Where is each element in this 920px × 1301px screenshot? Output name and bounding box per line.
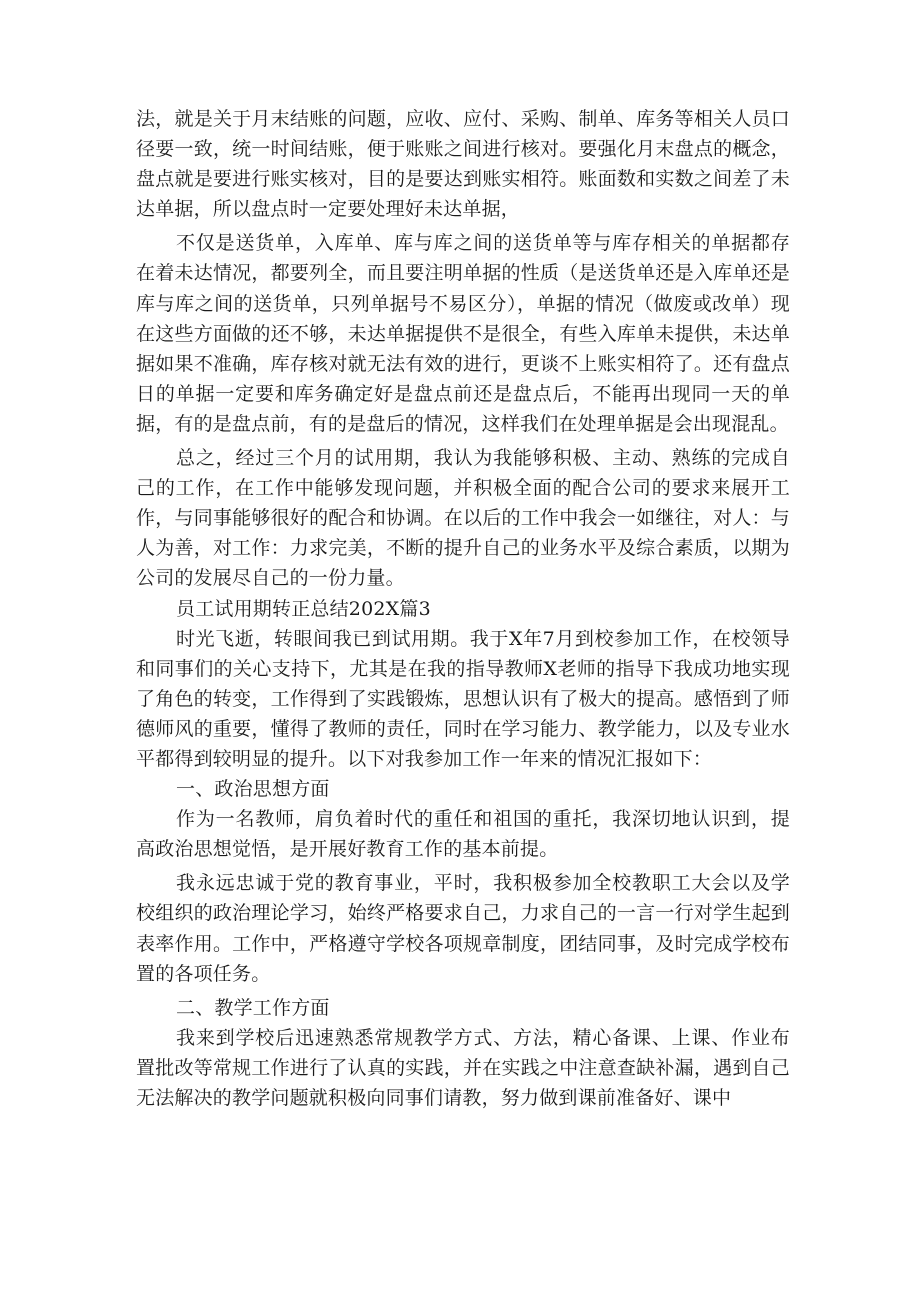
- paragraph-summary-conclusion: 总之，经过三个月的试用期，我认为我能够积极、主动、熟练的完成自己的工作，在工作中能够发现问题，并积极全面的配合公司的要求来展开工作，与同事能够很好的配合和协调。在以后的工作中我会一如继往，对人：与人为善，对工作：力求完美，不断的提升自己的业务水平及综合素质，以期为公司的发展尽自己的一份力量。: [136, 447, 790, 590]
- section-title-part3: 员工试用期转正总结202X篇3: [176, 597, 431, 620]
- paragraph-month-end-closing: 法，就是关于月末结账的问题，应收、应付、采购、制单、库务等相关人员口径要一致，统一时间结账，便于账账之间进行核对。要强化月末盘点的概念，盘点就是要进行账实核对，目的是要达到账实相符。账面数和实数之间差了未达单据，所以盘点时一定要处理好未达单据，: [136, 108, 790, 221]
- heading-political-thought: 一、政治思想方面: [176, 778, 330, 801]
- paragraph-loyalty-education: 我永远忠诚于党的教育事业，平时，我积极参加全校教职工大会以及学校组织的政治理论学习，始终严格要求自己，力求自己的一言一行对学生起到表率作用。工作中，严格遵守学校各项规章制度，团结同事，及时完成学校布置的各项任务。: [136, 872, 790, 985]
- paragraph-pending-documents: 不仅是送货单，入库单、库与库之间的送货单等与库存相关的单据都存在着未达情况，都要列全，而且要注明单据的性质（是送货单还是入库单还是库与库之间的送货单，只列单据号不易区分），单据的情况（做废或改单）现在这些方面做的还不够，未达单据提供不是很全，有些入库单未提供，未达单据如果不准确，库存核对就无法有效的进行，更谈不上账实相符了。还有盘点日的单据一定要和库务确定好是盘点前还是盘点后，不能再出现同一天的单据，有的是盘点前，有的是盘后的情况，这样我们在处理单据是会出现混乱。: [136, 232, 790, 435]
- paragraph-intro-teacher: 时光飞逝，转眼间我已到试用期。我于X年7月到校参加工作，在校领导和同事们的关心支持下，尤其是在我的指导教师X老师的指导下我成功地实现了角色的转变，工作得到了实践锻炼，思想认识有了极大的提高。感悟到了师德师风的重要，懂得了教师的责任，同时在学习能力、教学能力，以及专业水平都得到较明显的提升。以下对我参加工作一年来的情况汇报如下：: [136, 627, 790, 770]
- paragraph-teaching-practice: 我来到学校后迅速熟悉常规教学方式、方法，精心备课、上课、作业布置批改等常规工作进行了认真的实践，并在实践之中注意查缺补漏，遇到自己无法解决的教学问题就积极向同事们请教，努力做到课前准备好、课中: [136, 1026, 790, 1109]
- document-page: [136, 104, 790, 1113]
- heading-teaching-work: 二、教学工作方面: [176, 996, 330, 1019]
- paragraph-political-premise: 作为一名教师，肩负着时代的重任和祖国的重托，我深切地认识到，提高政治思想觉悟，是开展好教育工作的基本前提。: [136, 808, 790, 861]
